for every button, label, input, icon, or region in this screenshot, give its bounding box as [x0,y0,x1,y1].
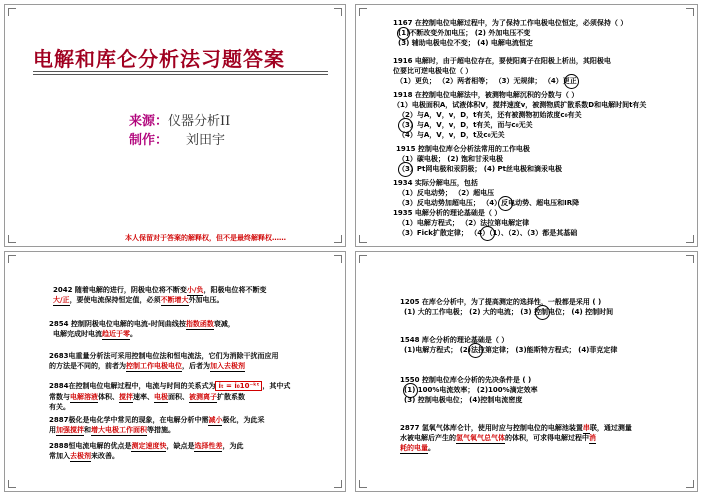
answer-blank: 耗的电量 [400,444,428,452]
answer-circle [535,305,550,320]
question-line: (1) 大的工作电极； (2) 大的电流； (3) 控制电位； (4) 控制时间 [404,308,614,316]
question-line: (3) 控制电极电位； (4)控制电流密度 [404,396,523,404]
answer-blank: 搅拌 [119,393,133,401]
answer-blank: 增大电极工作面积 [91,426,147,434]
question-line: 常加入去极剂来改善。 [49,452,119,460]
question-line: 常数与电解溶液体积、搅拌速率、电极面积、被测离子扩散系数 [49,393,245,401]
question-line: 2887极化是电化学中常见的现象，在电解分析中需减小极化，为此采 [49,416,265,424]
answer-blank: 减小 [208,416,223,424]
answer-circle [468,343,483,358]
question-line: 位要比可逆电极电位（ ） [393,67,473,75]
answer-blank: 加入去极剂 [210,362,245,370]
answer-blank: 氢气氧气总气体 [456,434,505,442]
question-line: （3）与A，V，v，D，t有关，而与c₀无关 [398,121,533,129]
question-line: (1) 100%电流效率； (2)100%滴定效率 [404,386,538,394]
question-line: 1205 在库仑分析中，为了提高测定的选择性，一般都是采用 ( ) [400,298,602,306]
question-line: 2042 随着电解的进行，阴极电位将不断变小/负，阳极电位将不断变 [53,286,267,294]
question-line: 1934 实际分解电压，包括 [393,179,478,187]
question-line: （1）电极面积A，试液体积V，搅拌速度v，被测物质扩散系数D和电解时间t有关 [393,101,647,109]
answer-circle [397,27,410,40]
author-value: 刘田宇 [186,133,226,148]
answer-blank: 被测离子 [189,393,217,401]
answer-blank: 控制工作电极电位 [126,362,182,370]
answer-circle [564,74,579,89]
question-line: 1918 在控制电位电解法中，被测物电解沉积的分数与（ ） [393,91,579,99]
divider [33,71,328,72]
answer-blank: 去极剂 [70,452,91,460]
slide-title [4,4,346,247]
answer-blank: 消 [589,434,596,442]
source-label: 来源： [129,114,169,129]
slide-questions-1 [355,4,698,247]
answer-circle [403,383,418,398]
question-line: 大/正，要使电流保持恒定值，必须不断增大外加电压。 [53,296,224,304]
question-line: 1915 控制电位库仑分析法常用的工作电极 [396,145,530,153]
question-line: 2683电重量分析法可采用控制电位法和恒电流法，它们为消除干扰而应用 [49,352,279,360]
answer-circle [398,162,413,177]
source-value: 仪器分析II [168,114,231,129]
question-line: 用加强搅拌和增大电极工作面积等措施。 [49,426,175,434]
author-label: 制作： [129,133,169,148]
answer-circle [398,118,413,133]
question-line: （3）Pt网电极和汞阴极； (4) Pt丝电极和滴汞电极 [398,165,562,173]
question-line: 有关。 [49,403,70,411]
question-line: 2877 氢氧气体库仑计，使用时应与控制电位的电解池装置串联，通过测量 [400,424,632,432]
answer-blank: 加强搅拌 [56,426,84,434]
question-line: （1）更负； （2）两者相等； （3）无规律； （4）更正 [396,77,577,85]
question-line: （3）Fick扩散定律； （4）（1）、（2）、（3）都是其基础 [398,229,578,237]
question-line: 2888恒电流电解的优点是测定速度快，缺点是选择性差，为此 [49,442,244,450]
question-line: 的方法是不同的，前者为控制工作电极电位，后者为加入去极剂 [49,362,245,370]
question-line: 2884在控制电位电解过程中，电流与时间的关系式为 iₜ = i₀10⁻ᵏᵗ ，其中式 [49,382,291,390]
answer-blank: 不断增大 [160,296,189,304]
question-line: 2854 控制阴极电位电解的电流-时间曲线按指数函数衰减， [49,320,235,328]
question-line: （2）与A，V，v，D，t有关，还有被测物初始浓度c₀有关 [398,111,582,119]
page-title: 电解和库仑分析法习题答案 [33,47,285,71]
answer-blank: 小/负 [186,286,204,294]
answer-blank: 大/正 [53,296,70,304]
author-line [129,129,225,148]
question-line: （4）与A，V，v，D，t及c₀无关 [398,131,505,139]
question-line: (1)电解方程式； (2)法拉第定律； (3)能斯特方程式； (4)菲克定律 [404,346,618,354]
answer-blank: 电极 [154,393,168,401]
formula: iₜ = i₀10⁻ᵏᵗ [215,381,262,391]
answer-blank: 选择性差 [194,442,223,450]
slide-fill-in [4,251,346,492]
question-line: （1）反电动势； （2）超电压 [398,189,495,197]
question-line: 耗的电量。 [400,444,435,452]
question-line: 1916 电解时，由于超电位存在，要使阳离子在阳极上析出，其阳极电 [393,57,611,65]
answer-blank: 测定速度快 [131,442,167,450]
question-line: 水被电解后产生的氢气氧气总气体的体积，可求得电解过程中消 [400,434,596,442]
question-line: （1）电解方程式； （2）法拉第电解定律 [398,219,530,227]
answer-blank: 串 [582,424,590,432]
question-line: 1548 库仑分析的理论基础是（ ） [400,336,509,344]
question-line: (1)不断改变外加电压； (2) 外加电压不变 [398,29,531,37]
question-line: 1935 电解分析的理论基础是（ ） [393,209,502,217]
answer-blank: 电解溶液 [70,393,98,401]
source-line [129,110,230,129]
question-line: （3）反电动势加超电压； （4）反电动势、超电压和IR降 [398,199,580,207]
question-line: （1）碳电极； (2) 饱和甘汞电极 [398,155,504,163]
divider [33,74,328,75]
answer-blank: 趋近于零 [102,330,130,338]
question-line: 1550 控制电位库仑分析的先决条件是 ( ) [400,376,532,384]
question-line: 电解完成时电流趋近于零。 [53,330,137,338]
slide-questions-2 [355,251,698,492]
answer-circle [480,226,495,241]
question-line: (3) 辅助电极电位不变； (4) 电解电流恒定 [398,39,533,47]
answer-blank: 指数函数 [185,320,214,328]
question-line: 1167 在控制电位电解过程中，为了保持工作电极电位恒定，必须保持（ ） [393,19,628,27]
disclaimer-note: 本人保留对于答案的解释权，但不是最终解释权…… [125,234,286,242]
